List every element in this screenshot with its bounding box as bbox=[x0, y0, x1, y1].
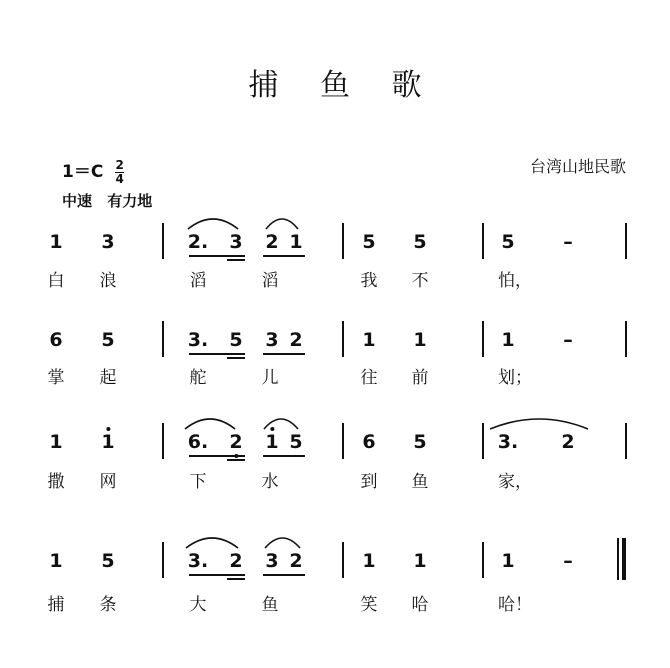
slur-arc bbox=[188, 219, 238, 229]
note: 5 bbox=[362, 231, 376, 253]
note: 5 bbox=[289, 431, 303, 453]
note: 5 bbox=[101, 329, 115, 351]
slur-arc bbox=[185, 419, 235, 429]
note: 1 bbox=[101, 431, 114, 453]
note: 6. bbox=[187, 431, 209, 453]
lyric-syllable: 水 bbox=[261, 472, 279, 492]
key-label: 1＝C bbox=[62, 162, 104, 182]
slur-arc bbox=[490, 419, 588, 429]
note: 1 bbox=[362, 550, 376, 572]
lyric-syllable: 滔 bbox=[189, 271, 207, 291]
note: 1 bbox=[362, 329, 376, 351]
song-title: 捕 鱼 歌 bbox=[248, 68, 438, 103]
lyric-syllable: 下 bbox=[189, 472, 207, 492]
note: – bbox=[563, 231, 573, 253]
note: 5 bbox=[413, 431, 427, 453]
note: 3. bbox=[497, 431, 519, 453]
note: 2 bbox=[289, 329, 303, 351]
tempo-marking: 中速 有力地 bbox=[62, 192, 153, 210]
note: 1 bbox=[49, 431, 63, 453]
time-signature-top: 2 bbox=[115, 157, 124, 172]
slur-arc bbox=[186, 538, 238, 548]
lyric-syllable: 到 bbox=[360, 472, 378, 492]
lyric-syllable: 滔 bbox=[261, 271, 279, 291]
note: 3 bbox=[265, 329, 279, 351]
note: 3 bbox=[229, 231, 243, 253]
note: 1 bbox=[49, 550, 63, 572]
lyric-syllable: 舵 bbox=[189, 368, 207, 388]
lyric-syllable: 掌 bbox=[47, 368, 65, 388]
note: 2 bbox=[561, 431, 575, 453]
note: 6 bbox=[362, 431, 376, 453]
lyric-syllable: 白 bbox=[47, 271, 65, 291]
slur-arc bbox=[265, 538, 300, 548]
lyric-syllable: 浪 bbox=[99, 271, 117, 291]
lyric-syllable: 网 bbox=[99, 472, 117, 492]
lyric-syllable: 笑 bbox=[360, 595, 378, 615]
note: 5 bbox=[413, 231, 427, 253]
slur-arc bbox=[264, 419, 298, 429]
lyric-syllable: 儿 bbox=[261, 368, 279, 388]
note: 3 bbox=[101, 231, 115, 253]
note: 1 bbox=[501, 329, 515, 351]
song-source: 台湾山地民歌 bbox=[529, 157, 626, 176]
lyric-syllable: 怕， bbox=[498, 271, 532, 291]
note: 2. bbox=[187, 231, 209, 253]
note: 3. bbox=[187, 550, 209, 572]
lyric-syllable: 前 bbox=[411, 368, 429, 388]
lyric-syllable: 划； bbox=[498, 368, 532, 388]
note: 1 bbox=[501, 550, 515, 572]
note: 1 bbox=[289, 231, 303, 253]
note: 1 bbox=[49, 231, 63, 253]
lyric-syllable: 大 bbox=[189, 595, 207, 615]
time-signature-bottom: 4 bbox=[115, 171, 124, 186]
lyric-syllable: 哈！ bbox=[498, 595, 532, 615]
lyric-syllable: 家， bbox=[498, 472, 532, 492]
note: 3. bbox=[187, 329, 209, 351]
lyric-syllable: 鱼 bbox=[261, 595, 279, 615]
note: – bbox=[563, 329, 573, 351]
slur-arc bbox=[266, 219, 298, 229]
lyric-syllable: 哈 bbox=[411, 595, 429, 615]
note: 5 bbox=[501, 231, 515, 253]
lyric-syllable: 往 bbox=[360, 368, 378, 388]
note: 3 bbox=[265, 550, 279, 572]
note: 2 bbox=[289, 550, 303, 572]
lyric-syllable: 条 bbox=[99, 595, 117, 615]
note: 5 bbox=[229, 329, 243, 351]
note: 1 bbox=[413, 550, 427, 572]
note: 2 bbox=[229, 550, 243, 572]
note: 5 bbox=[101, 550, 115, 572]
lyric-syllable: 我 bbox=[360, 271, 378, 291]
note: 1 bbox=[413, 329, 427, 351]
note: 2 bbox=[229, 431, 242, 453]
lyric-syllable: 撒 bbox=[47, 472, 65, 492]
lyric-syllable: 不 bbox=[411, 271, 429, 291]
note: 1 bbox=[265, 431, 278, 453]
note: 2 bbox=[265, 231, 279, 253]
note: – bbox=[563, 550, 573, 572]
lyric-syllable: 起 bbox=[99, 368, 117, 388]
lyric-syllable: 捕 bbox=[47, 595, 65, 615]
note: 6 bbox=[49, 329, 63, 351]
lyric-syllable: 鱼 bbox=[411, 472, 429, 492]
